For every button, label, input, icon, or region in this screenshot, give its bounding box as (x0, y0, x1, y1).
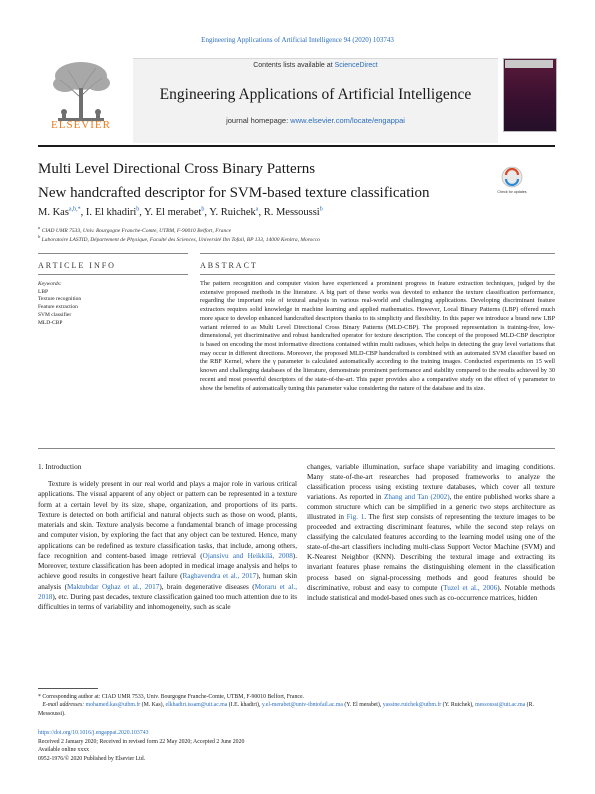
body-column-left (38, 479, 297, 612)
article-info-rule-bottom (38, 274, 188, 275)
contents-line (133, 62, 498, 69)
author[interactable]: I. El khadiri$^b$, (85, 206, 145, 218)
body-text: ). Moreover, texture classification has been adopted in medical image analysis and helps to achieve good results in congestive heart failure ( (38, 551, 297, 581)
email-link[interactable]: yassine.ruichek@utbm.fr (382, 702, 442, 709)
journal-reference[interactable]: Engineering Applications of Artificial Intelligence 94 (2020) 103743 (201, 36, 394, 44)
header-rule (38, 145, 555, 147)
doi-link[interactable]: https://doi.org/10.1016/j.engappai.2020.103743 (38, 730, 149, 736)
body-text: ), human skin analysis ( (38, 572, 297, 591)
keyword: SVM classifier (38, 311, 72, 318)
email-addresses: E-mail addresses: mohamed.kas@utbm.fr (M. Kas), elkhadiri.issam@uit.ac.ma (I.E. khadiri), y.el-merabet@univ-ibntofail.ac.ma (Y. El merabet), yassine.ruichek@utbm.fr (Y. Ruichek), messoussi@uit.ac.ma (R. Messoussi). (38, 702, 534, 717)
keyword: Texture recognition (38, 296, 82, 303)
article-title-line2: New handcrafted descriptor for SVM-based texture classification (38, 185, 430, 201)
keyword: MLD-CBP (38, 319, 63, 326)
body-text: Texture is widely present in our real world and plays a major role in various critical applications. The visual apparent of any object or pattern can be represented in a texture form at a certain level by its size, shape, organization, and proportions of its parts. Texture is detected on both artificial and natural objects such as those on wood, plants, materials and skin. Texture analysis become a fundamental branch of image processing and computer vision, by exploring the fact that any object can be textured. Hence, many applications can be redefined as texture classification tasks, that include, among others, face recognition and content-based image retrieval ( (38, 480, 297, 560)
homepage-link[interactable]: www.elsevier.com/locate/engappai (290, 116, 405, 125)
email-link[interactable]: mohamed.kas@utbm.fr (85, 702, 141, 709)
abstract-heading: ABSTRACT (200, 261, 258, 270)
available-online: Available online xxxx (38, 747, 90, 754)
citation-link[interactable]: Maktubdar Oghaz et al., 2017 (66, 582, 160, 591)
keyword: LBP (38, 288, 49, 295)
footnote-rule (38, 688, 98, 689)
publication-info (38, 729, 555, 764)
body-text: changes, variable illumination, surface shape variability and imaging conditions. Many state-of-the-art researches had proposed frameworks to analyze the classification process using existing texture databases, which cover all texture variations. As reported in (307, 463, 555, 502)
body-text: ). Notable methods include statistical and model-based ones such as co-occurrence matrices, hidden (307, 583, 555, 602)
author[interactable]: Y. Ruichek$^a$, (209, 206, 264, 218)
keyword: Feature extraction (38, 304, 78, 311)
body-text: , the entire published works share a common structure which can be simplified in a generic two steps architecture as illustrated in (307, 493, 555, 522)
author-list (38, 206, 323, 218)
citation-link[interactable]: Ojansivu and Heikkilä, 2008 (202, 551, 293, 560)
author[interactable]: Y. El merabet$^b$, (144, 206, 210, 218)
email-link[interactable]: messoussi@uit.ac.ma (475, 702, 526, 709)
homepage-prefix: journal homepage: (226, 116, 291, 125)
article-title-line1: Multi Level Directional Cross Binary Patterns (38, 161, 316, 177)
author[interactable]: R. Messoussi$^b$ (263, 206, 323, 218)
author[interactable]: M. Kas$^{a,b,*}$, (38, 206, 86, 218)
cover-title-band (505, 60, 553, 68)
affiliation-a: $^a$ CIAD UMR 7533, Univ. Bourgogne Franche-Comte, UTBM, F-90010 Belfort, France (38, 225, 232, 234)
article-info-heading: ARTICLE INFO (38, 261, 116, 270)
citation-link[interactable]: Zhang and Tan (2002) (383, 493, 450, 502)
body-column-right (307, 462, 555, 603)
affiliation-b: $^b$ Laboratoire LASTID, Département de Physique, Faculté des Sciences, Université Ibn Tofail, BP 133, 14000 Kenitra, Morocco (38, 234, 321, 243)
citation-link[interactable]: Moraru et al., 2018 (38, 582, 297, 601)
body-text: ), brain degenerative diseases ( (159, 582, 255, 591)
section-heading-introduction: 1. Introduction (38, 462, 82, 471)
abstract-text: The pattern recognition and computer vision have experienced a prominent progress in feature extraction techniques, judged by the extensive proposed methods in the literature. A big part of these works was devoted to enhance the texture classification performance, regarding the important role of textural analysis in various real-world and challenging applications. Developing discriminant feature extractors requires solid knowledge in machine learning and applied mathematics. However, Local Binary Patterns (LBP) offered much more space to develop enhanced handcrafted descriptors thanks to its simplicity and flexibility. In this paper we introduce a brand new LBP variant referred to as Multi Level Directional Cross Binary Patterns (MLD-CBP). The proposed representation is training-free, low-dimensional, yet discriminative and robust handcrafted operator for texture description. The concept of the proposed MLD-CBP descriptor is based on encoding the most informative directions contained within multi radiuses, which helps in detecting the gray level variations that may occur in different directions. Moreover, the proposed MLD-CBP handcrafted is combined with an automated SVM classifier based on the RBF Kernel, where the γ parameter is calculated automatically according to the training images. Conducted experiments on 15 well known and challenging databases of the literature, demonstrate prominent performance and stability compared to the results achieved by 30 recent and most powerful descriptors of the state-of-the-art. This paper provides also a comparative study on the effect of γ parameter to show the benefits of automatically tuning this parameter value considering the nature of the database and its size. (200, 280, 555, 392)
check-for-updates-icon[interactable] (497, 165, 527, 201)
journal-title: Engineering Applications of Artificial Intelligence (159, 86, 472, 103)
abstract-rule-bottom (200, 274, 555, 275)
keywords-label: Keywords: (38, 281, 62, 287)
publisher-name: ELSEVIER (51, 119, 111, 131)
body-paragraph (307, 462, 555, 603)
email-link[interactable]: y.el-merabet@univ-ibntofail.ac.ma (261, 702, 343, 709)
check-updates-label: Check for updates (497, 190, 527, 194)
body-text: . The first step consists of representing the texture images to be proceeded and extracting discriminant features, while the second step relays on classifying the calculated features according to the learning model using one of the state-of-the-art classifiers including multi-class Support Vector Machine (SVM) and K-Nearest Neighbor (KNN). Describing the textural image and extracting its invariant features phase remains the distinguishing element in the classification process based on signal-processing methods and good features should be discriminative, robust and easy to compute ( (307, 513, 555, 592)
sciencedirect-link[interactable]: ScienceDirect (334, 62, 378, 69)
citation-link[interactable]: Tuzel et al., 2006 (443, 583, 498, 592)
body-text: ), etc. During past decades, texture classification gained too much attention due to its difficulties in terms of variability and inhomogeneity, such as scale (38, 592, 297, 611)
body-rule (38, 448, 555, 449)
journal-cover-thumbnail (503, 58, 557, 132)
received-dates: Received 2 January 2020; Received in revised form 22 May 2020; Accepted 2 June 2020 (38, 738, 245, 745)
footnotes (38, 693, 555, 718)
abstract-rule-top (200, 253, 555, 254)
homepage-line (133, 116, 498, 125)
contents-prefix: Contents lists available at (253, 62, 335, 69)
citation-link[interactable]: Raghavendra et al., 2017 (182, 572, 257, 581)
email-link[interactable]: elkhadiri.issam@uit.ac.ma (165, 702, 228, 709)
article-info-rule-top (38, 253, 188, 254)
keywords-block (38, 281, 188, 327)
copyright-line: 0952-1976/© 2020 Published by Elsevier Ltd. (38, 756, 146, 763)
corresponding-author-note: * Corresponding author at: CIAD UMR 7533, Univ. Bourgogne Franche-Comte, UTBM, F-90010 Belfort, France. (38, 694, 304, 700)
body-paragraph (38, 479, 297, 612)
citation-link[interactable]: Fig. 1 (346, 513, 365, 522)
